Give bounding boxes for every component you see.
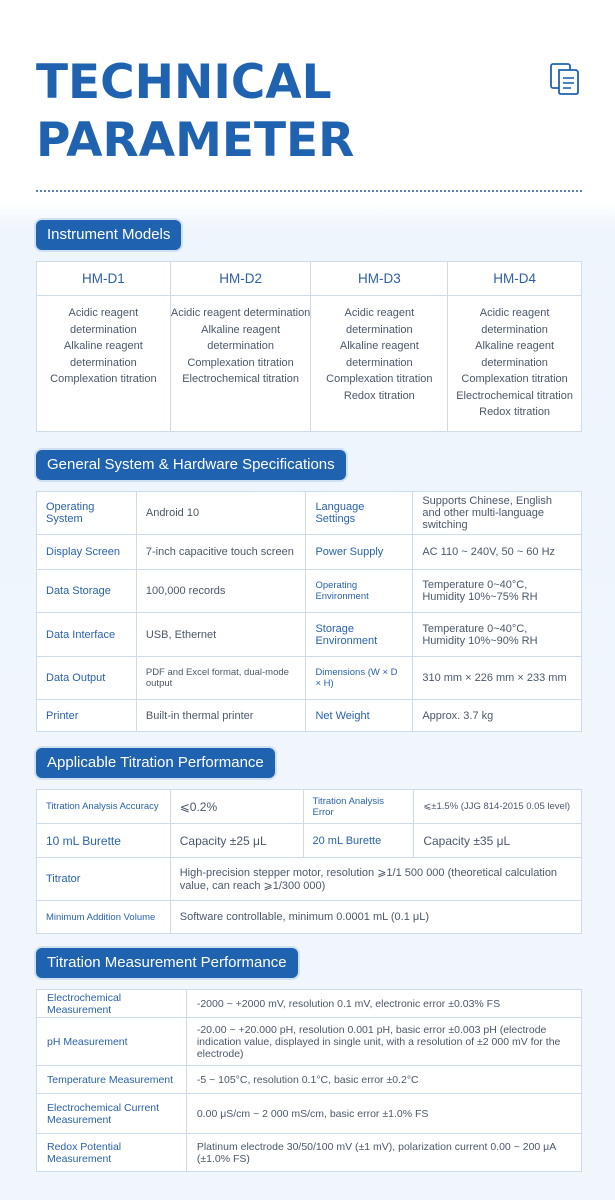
spec-value: Temperature 0~40°C, Humidity 10%~75% RH	[413, 570, 582, 613]
model-feature: Alkaline reagent determination	[201, 323, 281, 352]
model-feature: Complexation titration	[461, 373, 568, 385]
spec-key: Power Supply	[306, 535, 413, 570]
spec-key: Operating Environment	[306, 570, 413, 613]
model-features	[170, 296, 311, 432]
model-name: HM-D1	[37, 262, 171, 296]
model-feature: Complexation titration	[50, 373, 157, 385]
section-label-general: General System & Hardware Specifications	[36, 450, 346, 480]
measurement-key: Redox Potential Measurement	[37, 1134, 187, 1172]
model-feature: Redox titration	[343, 389, 415, 402]
measurement-key: pH Measurement	[37, 1018, 187, 1066]
spec-key: Display Screen	[37, 535, 137, 570]
model-name: HM-D3	[311, 262, 448, 296]
titration-performance-table	[36, 789, 582, 934]
spec-value: AC 110 ~ 240V, 50 ~ 60 Hz	[413, 535, 582, 570]
title-line-1: TECHNICAL	[36, 55, 332, 110]
spec-value: USB, Ethernet	[136, 613, 306, 657]
spec-value: 7-inch capacitive touch screen	[136, 535, 306, 570]
model-feature: Alkaline reagent determination	[63, 340, 143, 369]
spec-key: Net Weight	[306, 700, 413, 732]
measurement-value: -20.00 ~ +20.000 pH, resolution 0.001 pH, basic error ±0.003 pH (electrode indication value, displayed in single unit, with a resolution of ±2 000 mV for the electrode)	[186, 1018, 581, 1066]
measurement-key: Electrochemical Measurement	[37, 990, 187, 1018]
section-label-instrument-models: Instrument Models	[36, 220, 181, 250]
spec-value: Approx. 3.7 kg	[413, 700, 582, 732]
spec-key: Language Settings	[306, 492, 413, 535]
spec-value: Built-in thermal printer	[136, 700, 306, 732]
measurement-value: 0.00 μS/cm ~ 2 000 mS/cm, basic error ±1.0% FS	[186, 1094, 581, 1134]
perf-value: Capacity ±35 μL	[414, 824, 582, 858]
perf-value: Software controllable, minimum 0.0001 mL (0.1 μL)	[170, 901, 581, 934]
perf-key: Minimum Addition Volume	[37, 901, 171, 934]
model-feature: Acidic reagent determination	[68, 307, 139, 336]
spec-value: PDF and Excel format, dual-mode output	[136, 657, 306, 700]
measurement-key: Electrochemical Current Measurement	[37, 1094, 187, 1134]
document-icon	[549, 62, 581, 96]
perf-value: High-precision stepper motor, resolution ⩾1/1 500 000 (theoretical calculation value, can reach ⩾1/300 000)	[170, 858, 581, 901]
spec-value: Temperature 0~40°C, Humidity 10%~90% RH	[413, 613, 582, 657]
perf-key: Titrator	[37, 858, 171, 901]
model-feature: Complexation titration	[326, 373, 433, 385]
measurement-key: Temperature Measurement	[37, 1066, 187, 1094]
model-feature: Acidic reagent determination	[344, 307, 415, 336]
spec-key: Storage Environment	[306, 613, 413, 657]
spec-key: Data Output	[37, 657, 137, 700]
title-line-2: PARAMETER	[36, 113, 355, 168]
model-feature: Acidic reagent determination	[170, 307, 311, 319]
model-feature: Redox titration	[479, 406, 551, 418]
spec-key: Operating System	[37, 492, 137, 535]
measurement-value: -5 ~ 105°C, resolution 0.1°C, basic error ±0.2°C	[186, 1066, 581, 1094]
model-feature: Alkaline reagent determination	[475, 340, 555, 369]
model-features	[37, 296, 171, 432]
section-label-measurement: Titration Measurement Performance	[36, 948, 298, 978]
instrument-models-table	[36, 261, 582, 432]
perf-key: 10 mL Burette	[37, 824, 171, 858]
model-feature: Electrochemical titration	[456, 389, 573, 402]
spec-key: Data Interface	[37, 613, 137, 657]
spec-value: 100,000 records	[136, 570, 306, 613]
spec-value: Supports Chinese, English and other multi-language switching	[413, 492, 582, 535]
perf-key: Titration Analysis Accuracy	[37, 790, 171, 824]
spec-key: Data Storage	[37, 570, 137, 613]
model-features	[311, 296, 448, 432]
spec-value: 310 mm × 226 mm × 233 mm	[413, 657, 582, 700]
spec-key: Printer	[37, 700, 137, 732]
page-title	[36, 54, 354, 170]
model-features	[448, 296, 582, 432]
measurement-table	[36, 989, 582, 1172]
general-specs-table	[36, 491, 582, 732]
divider	[36, 190, 582, 192]
measurement-value: -2000 ~ +2000 mV, resolution 0.1 mV, electronic error ±0.03% FS	[186, 990, 581, 1018]
model-name: HM-D4	[448, 262, 582, 296]
perf-key: 20 mL Burette	[303, 824, 414, 858]
section-label-titration-performance: Applicable Titration Performance	[36, 748, 275, 778]
model-name: HM-D2	[170, 262, 311, 296]
model-feature: Electrochemical titration	[182, 373, 299, 385]
perf-key: Titration Analysis Error	[303, 790, 414, 824]
spec-key: Dimensions (W × D × H)	[306, 657, 413, 700]
measurement-value: Platinum electrode 30/50/100 mV (±1 mV), polarization current 0.00 ~ 200 μA (±1.0% FS)	[186, 1134, 581, 1172]
perf-value: ⩽±1.5% (JJG 814-2015 0.05 level)	[414, 790, 582, 824]
spec-value: Android 10	[136, 492, 306, 535]
perf-value: Capacity ±25 μL	[170, 824, 303, 858]
model-feature: Alkaline reagent determination	[339, 340, 419, 369]
perf-value: ⩽0.2%	[170, 790, 303, 824]
model-feature: Complexation titration	[187, 356, 294, 369]
model-feature: Acidic reagent determination	[479, 307, 550, 336]
